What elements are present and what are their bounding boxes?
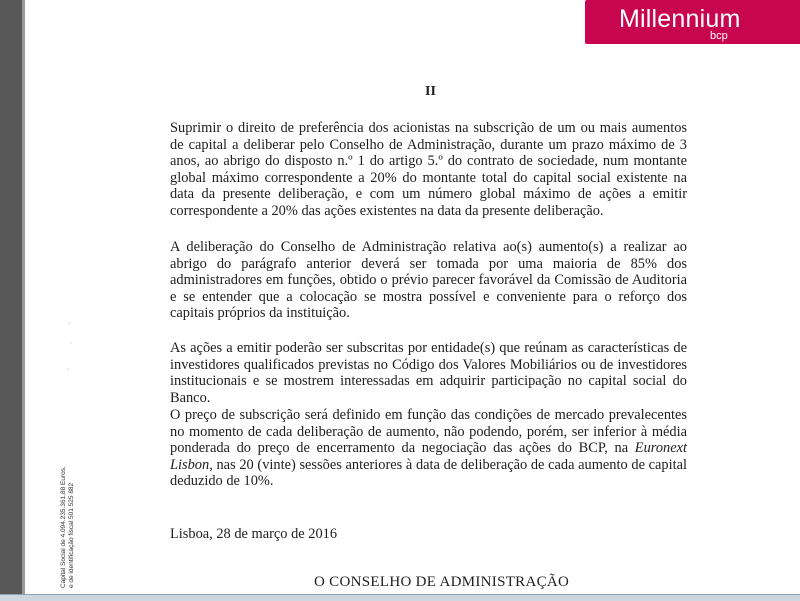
paragraph-2-text: A deliberação do Conselho de Administração relativa ao(s) aumento(s) a realizar ao abrigo do parágrafo anterior deverá ser tomada por uma maioria de 85% dos administradores em funções, obtido o prévio parecer favorável da Comissão de Auditoria e se entender que a colocação se mostra possível e conveniente para o reforço dos capitais próprios da instituição. (170, 239, 687, 322)
board-signature-title: O CONSELHO DE ADMINISTRAÇÃO (314, 574, 570, 590)
paragraph-3-text: As ações a emitir poderão ser subscritas por entidade(s) que reúnam as características de investidores qualificados previstas no Código dos Valores Mobiliários ou de investidores institucionais e se mostrem interessadas em adquirir participação no capital social do Banco. (170, 340, 687, 406)
paragraph-3 (170, 340, 687, 406)
millennium-bcp-logo (585, 0, 800, 44)
section-heading: II (425, 84, 436, 99)
paragraph-1 (170, 120, 687, 220)
capital-side-note (60, 466, 76, 588)
page-edge-shadow (22, 0, 25, 594)
paragraph-4-text-b: , nas 20 (vinte) sessões anteriores à data de deliberação de cada aumento de capital deduzido de 10%. (170, 456, 687, 490)
place-date: Lisboa, 28 de março de 2016 (170, 526, 338, 542)
scan-speck (70, 342, 72, 344)
paragraph-4-italic: Euronext Lisbon (170, 440, 687, 473)
viewer-left-gutter (0, 0, 22, 600)
logo-sub: bcp (710, 30, 728, 42)
paragraph-4 (170, 407, 687, 490)
document-page (22, 0, 800, 594)
paragraph-4-text-a: O preço de subscrição será definido em função das condições de mercado prevalecentes no momento de cada deliberação de aumento, não podendo, porém, ser inferior à média ponderada do preço de encerramento da negociação das ações do BCP, na (170, 407, 687, 457)
scan-speck (68, 322, 70, 324)
side-note-line-2: e de identificação fiscal 501 525 882 (68, 482, 75, 588)
side-note-line-1: Capital Social de 4.094.235.361,88 Euros, (60, 466, 67, 588)
paragraph-1-text: Suprimir o direito de preferência dos acionistas na subscrição de um ou mais aumentos de capital a deliberar pelo Conselho de Administração, durante um prazo máximo de 3 anos, ao abrigo do disposto n.º 1 do artigo 5.º do contrato de sociedade, num montante global máximo correspondente a 20% do montante total do capital social existente na data da presente deliberação, e com um número global máximo de ações a emitir correspondente a 20% das ações existentes na data da presente deliberação. (170, 120, 687, 219)
paragraph-2 (170, 239, 687, 322)
logo-name: Millennium (619, 5, 741, 33)
scan-speck (67, 368, 69, 370)
